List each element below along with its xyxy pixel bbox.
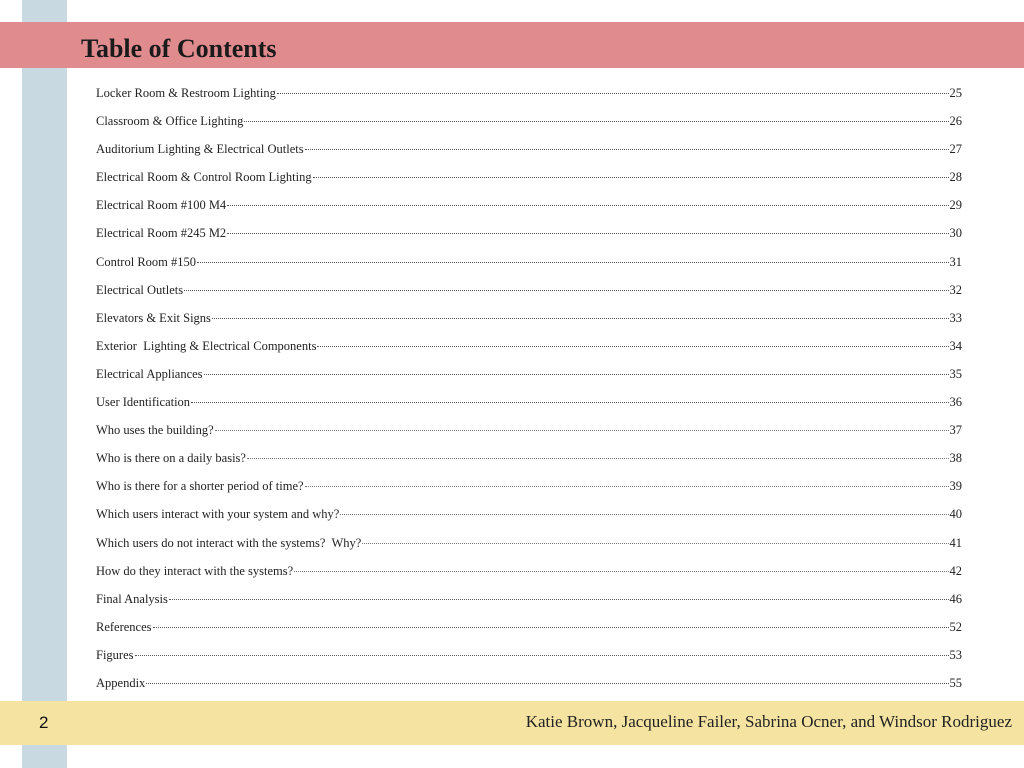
toc-entry-label: User Identification <box>96 395 191 410</box>
toc-entry-label: Electrical Room & Control Room Lighting <box>96 170 312 185</box>
toc-entry-page: 52 <box>949 619 962 634</box>
toc-entry <box>96 86 962 114</box>
toc-entry <box>96 283 962 311</box>
toc-entry-page: 53 <box>949 647 962 662</box>
toc-entry-label: Figures <box>96 647 134 662</box>
toc-entry <box>96 198 962 226</box>
page-title: Table of Contents <box>81 34 277 63</box>
toc-entry-label: Which users interact with your system and why? <box>96 507 340 522</box>
toc-entry-page: 29 <box>949 198 962 213</box>
table-of-contents <box>96 86 962 704</box>
toc-entry-label: Locker Room & Restroom Lighting <box>96 86 276 100</box>
toc-dot-leader <box>313 177 949 178</box>
toc-entry-label: References <box>96 619 152 634</box>
toc-entry-page: 25 <box>949 86 962 100</box>
toc-entry <box>96 367 962 395</box>
toc-dot-leader <box>146 683 948 684</box>
toc-entry-page: 40 <box>949 507 962 522</box>
toc-entry <box>96 226 962 254</box>
toc-entry <box>96 311 962 339</box>
toc-entry-page: 26 <box>949 114 962 129</box>
toc-entry-page: 34 <box>949 338 962 353</box>
toc-entry-page: 32 <box>949 282 962 297</box>
toc-entry-label: Final Analysis <box>96 591 168 606</box>
toc-entry-label: Who is there for a shorter period of time? <box>96 479 304 494</box>
toc-dot-leader <box>135 655 949 656</box>
footer-authors: Katie Brown, Jacqueline Failer, Sabrina Ocner, and Windsor Rodriguez <box>525 712 1012 731</box>
toc-entry-page: 31 <box>949 254 962 269</box>
page-number: 2 <box>39 713 49 732</box>
toc-dot-leader <box>212 318 949 319</box>
toc-dot-leader <box>215 430 949 431</box>
toc-entry-page: 37 <box>949 423 962 438</box>
toc-entry-page: 33 <box>949 310 962 325</box>
toc-entry <box>96 620 962 648</box>
toc-entry-page: 42 <box>949 563 962 578</box>
toc-dot-leader <box>317 346 948 347</box>
toc-entry-label: Which users do not interact with the systems? Why? <box>96 535 362 550</box>
toc-entry-page: 35 <box>949 366 962 381</box>
toc-dot-leader <box>294 571 948 572</box>
toc-entry-page: 30 <box>949 226 962 241</box>
toc-dot-leader <box>169 599 949 600</box>
toc-entry-label: Who is there on a daily basis? <box>96 451 246 466</box>
toc-entry-label: Classroom & Office Lighting <box>96 114 244 129</box>
left-accent-bar <box>22 0 67 768</box>
toc-entry-label: Electrical Appliances <box>96 366 203 381</box>
toc-entry-label: How do they interact with the systems? <box>96 563 294 578</box>
toc-dot-leader <box>362 543 948 544</box>
toc-entry <box>96 564 962 592</box>
toc-entry-page: 46 <box>949 591 962 606</box>
toc-entry <box>96 339 962 367</box>
toc-entry <box>96 648 962 676</box>
toc-dot-leader <box>227 205 948 206</box>
toc-entry-page: 55 <box>949 675 962 690</box>
toc-entry-label: Auditorium Lighting & Electrical Outlets <box>96 142 304 157</box>
toc-entry <box>96 142 962 170</box>
toc-entry-label: Elevators & Exit Signs <box>96 310 211 325</box>
toc-entry <box>96 451 962 479</box>
toc-entry-label: Electrical Outlets <box>96 282 184 297</box>
toc-entry <box>96 592 962 620</box>
toc-dot-leader <box>184 290 948 291</box>
toc-entry <box>96 479 962 507</box>
toc-dot-leader <box>153 627 949 628</box>
toc-dot-leader <box>277 93 949 94</box>
toc-entry-page: 28 <box>949 170 962 185</box>
toc-dot-leader <box>191 402 948 403</box>
toc-entry <box>96 255 962 283</box>
toc-entry-label: Control Room #150 <box>96 254 197 269</box>
toc-entry <box>96 507 962 535</box>
toc-dot-leader <box>227 233 948 234</box>
toc-entry-label: Electrical Room #245 M2 <box>96 226 227 241</box>
toc-dot-leader <box>305 149 949 150</box>
toc-entry <box>96 170 962 198</box>
toc-entry-page: 36 <box>949 395 962 410</box>
toc-dot-leader <box>204 374 949 375</box>
toc-entry-label: Exterior Lighting & Electrical Components <box>96 338 317 353</box>
toc-entry-page: 27 <box>949 142 962 157</box>
toc-entry-page: 39 <box>949 479 962 494</box>
toc-dot-leader <box>197 262 948 263</box>
toc-entry <box>96 676 962 704</box>
toc-dot-leader <box>244 121 948 122</box>
toc-entry-page: 41 <box>949 535 962 550</box>
toc-entry-label: Appendix <box>96 675 146 690</box>
toc-entry-page: 38 <box>949 451 962 466</box>
toc-entry <box>96 114 962 142</box>
toc-dot-leader <box>340 514 948 515</box>
toc-entry <box>96 423 962 451</box>
toc-entry-label: Electrical Room #100 M4 <box>96 198 227 213</box>
toc-dot-leader <box>305 486 949 487</box>
toc-entry-label: Who uses the building? <box>96 423 214 438</box>
toc-entry <box>96 395 962 423</box>
toc-entry <box>96 536 962 564</box>
toc-dot-leader <box>247 458 949 459</box>
